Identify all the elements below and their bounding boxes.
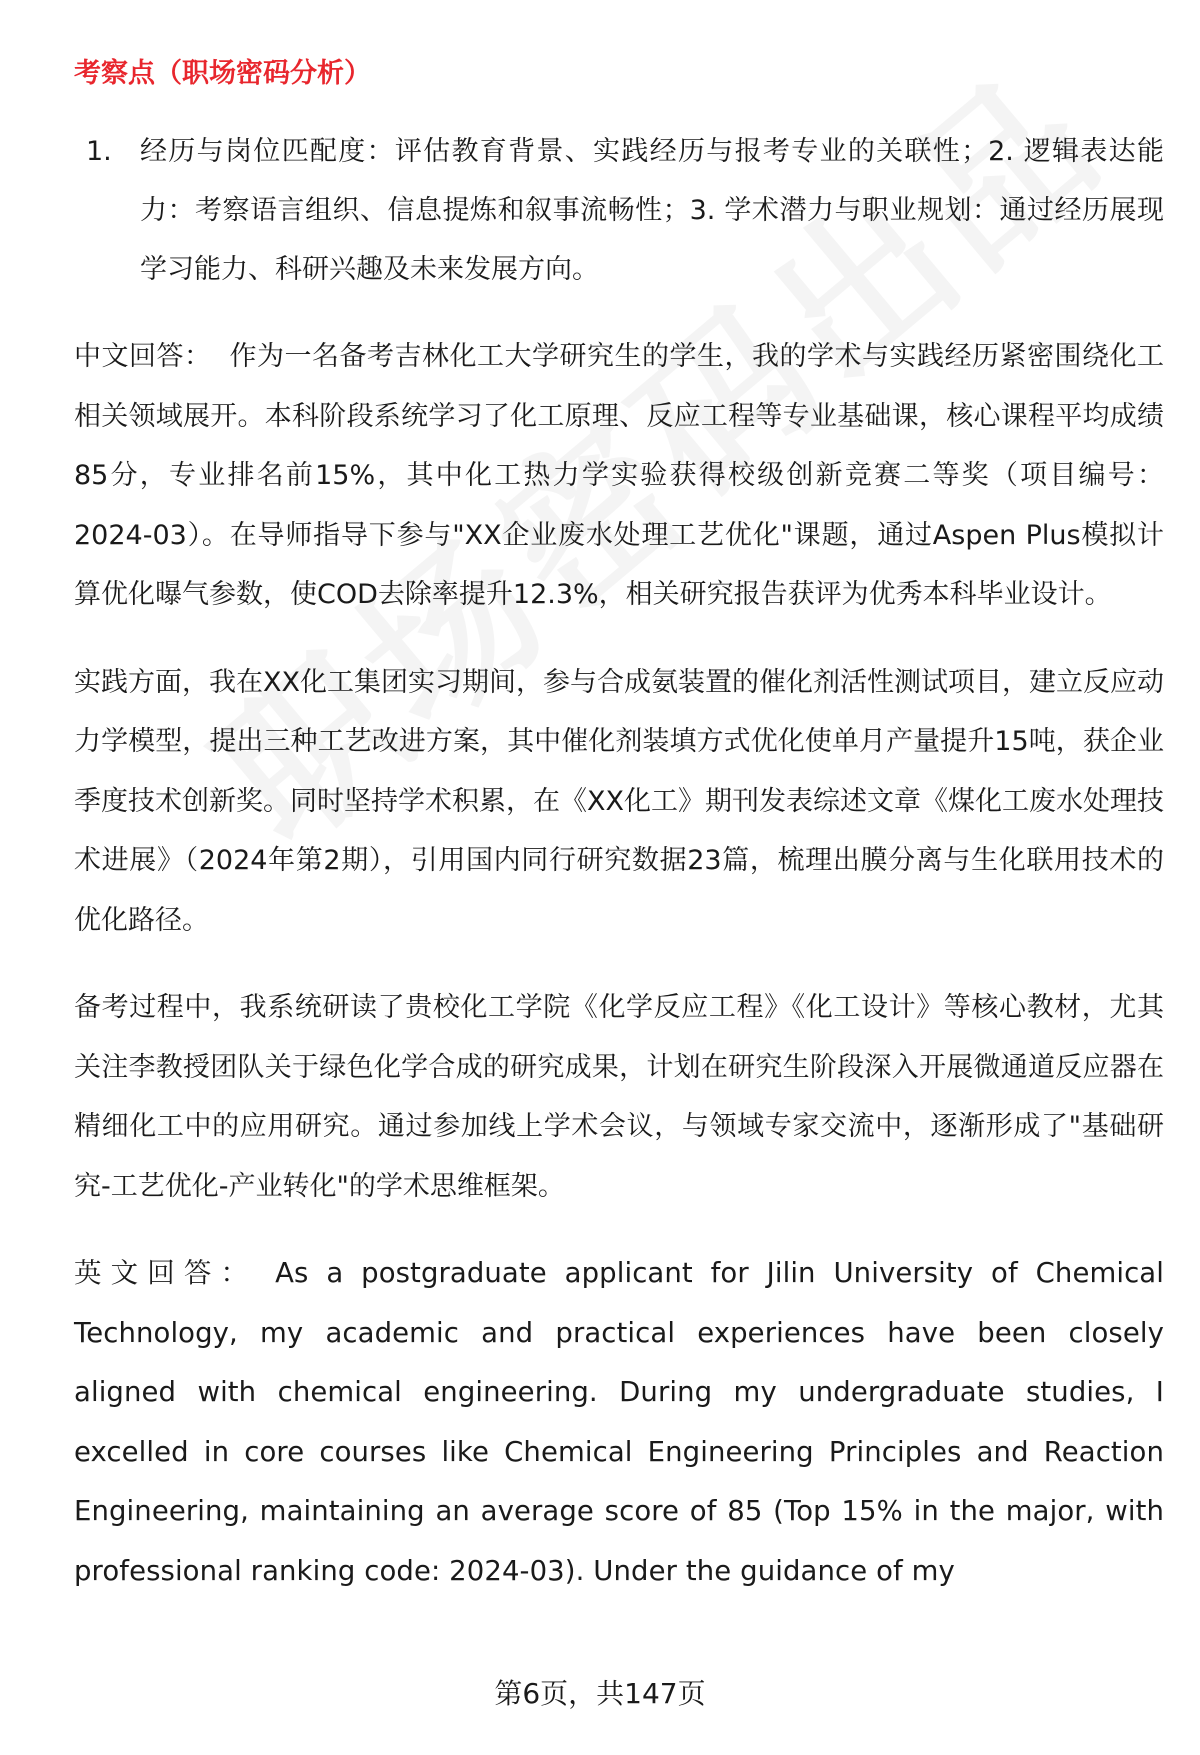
assessment-points [74,122,1164,299]
list-number: 1. [86,136,112,167]
chinese-answer-paragraph-2: 实践方面，我在XX化工集团实习期间，参与合成氨装置的催化剂活性测试项目，建立反应动力学模型，提出三种工艺改进方案，其中催化剂装填方式优化使单月产量提升15吨，获企业季度技术创新奖。同时坚持学术积累，在《XX化工》期刊发表综述文章《煤化工废水处理技术进展》（2024年第2期），引用国内同行研究数据23篇，梳理出膜分离与生化联用技术的优化路径。 [74,666,1164,936]
chinese-answer-paragraph-3: 备考过程中，我系统研读了贵校化工学院《化学反应工程》《化工设计》等核心教材，尤其关注李教授团队关于绿色化学合成的研究成果，计划在研究生阶段深入开展微通道反应器在精细化工中的应用研究。通过参加线上学术会议，与领域专家交流中，逐渐形成了"基础研究-工艺优化-产业转化"的学术思维框架。 [74,992,1164,1202]
chinese-answer-label: 中文回答： [74,341,212,372]
content-area [74,56,1164,1629]
english-answer-text: As a postgraduate applicant for Jilin University of Chemical Technology, my academic and practical experiences have been closely aligned with chemical engineering. During my undergraduate studies, I excelled in core courses like Chemical Engineering Principles and Reaction Engineering, maintaining an average score of 85 (Top 15% in the major, with professional ranking code: 2024-03). Under the guidance of my [74,1257,1165,1587]
assessment-points-text: 经历与岗位匹配度：评估教育背景、实践经历与报考专业的关联性；2. 逻辑表达能力：考察语言组织、信息提炼和叙事流畅性；3. 学术潜力与职业规划：通过经历展现学习能力、科研兴趣及未来发展方向。 [140,136,1164,285]
page-number-footer: 第6页，共147页 [494,1677,706,1710]
chinese-answer-paragraph-1 [74,327,1164,625]
chinese-answer-text-1: 作为一名备考吉林化工大学研究生的学生，我的学术与实践经历紧密围绕化工相关领域展开。本科阶段系统学习了化工原理、反应工程等专业基础课，核心课程平均成绩85分，专业排名前15%，其中化工热力学实验获得校级创新竞赛二等奖（项目编号：2024-03）。在导师指导下参与"XX企业废水处理工艺优化"课题，通过Aspen Plus模拟计算优化曝气参数，使COD去除率提升12.3%，相关研究报告获评为优秀本科毕业设计。 [74,341,1164,610]
english-answer-paragraph [74,1244,1164,1601]
section-heading: 考察点（职场密码分析） [74,58,371,89]
english-answer-label: 英文回答： [74,1257,258,1289]
